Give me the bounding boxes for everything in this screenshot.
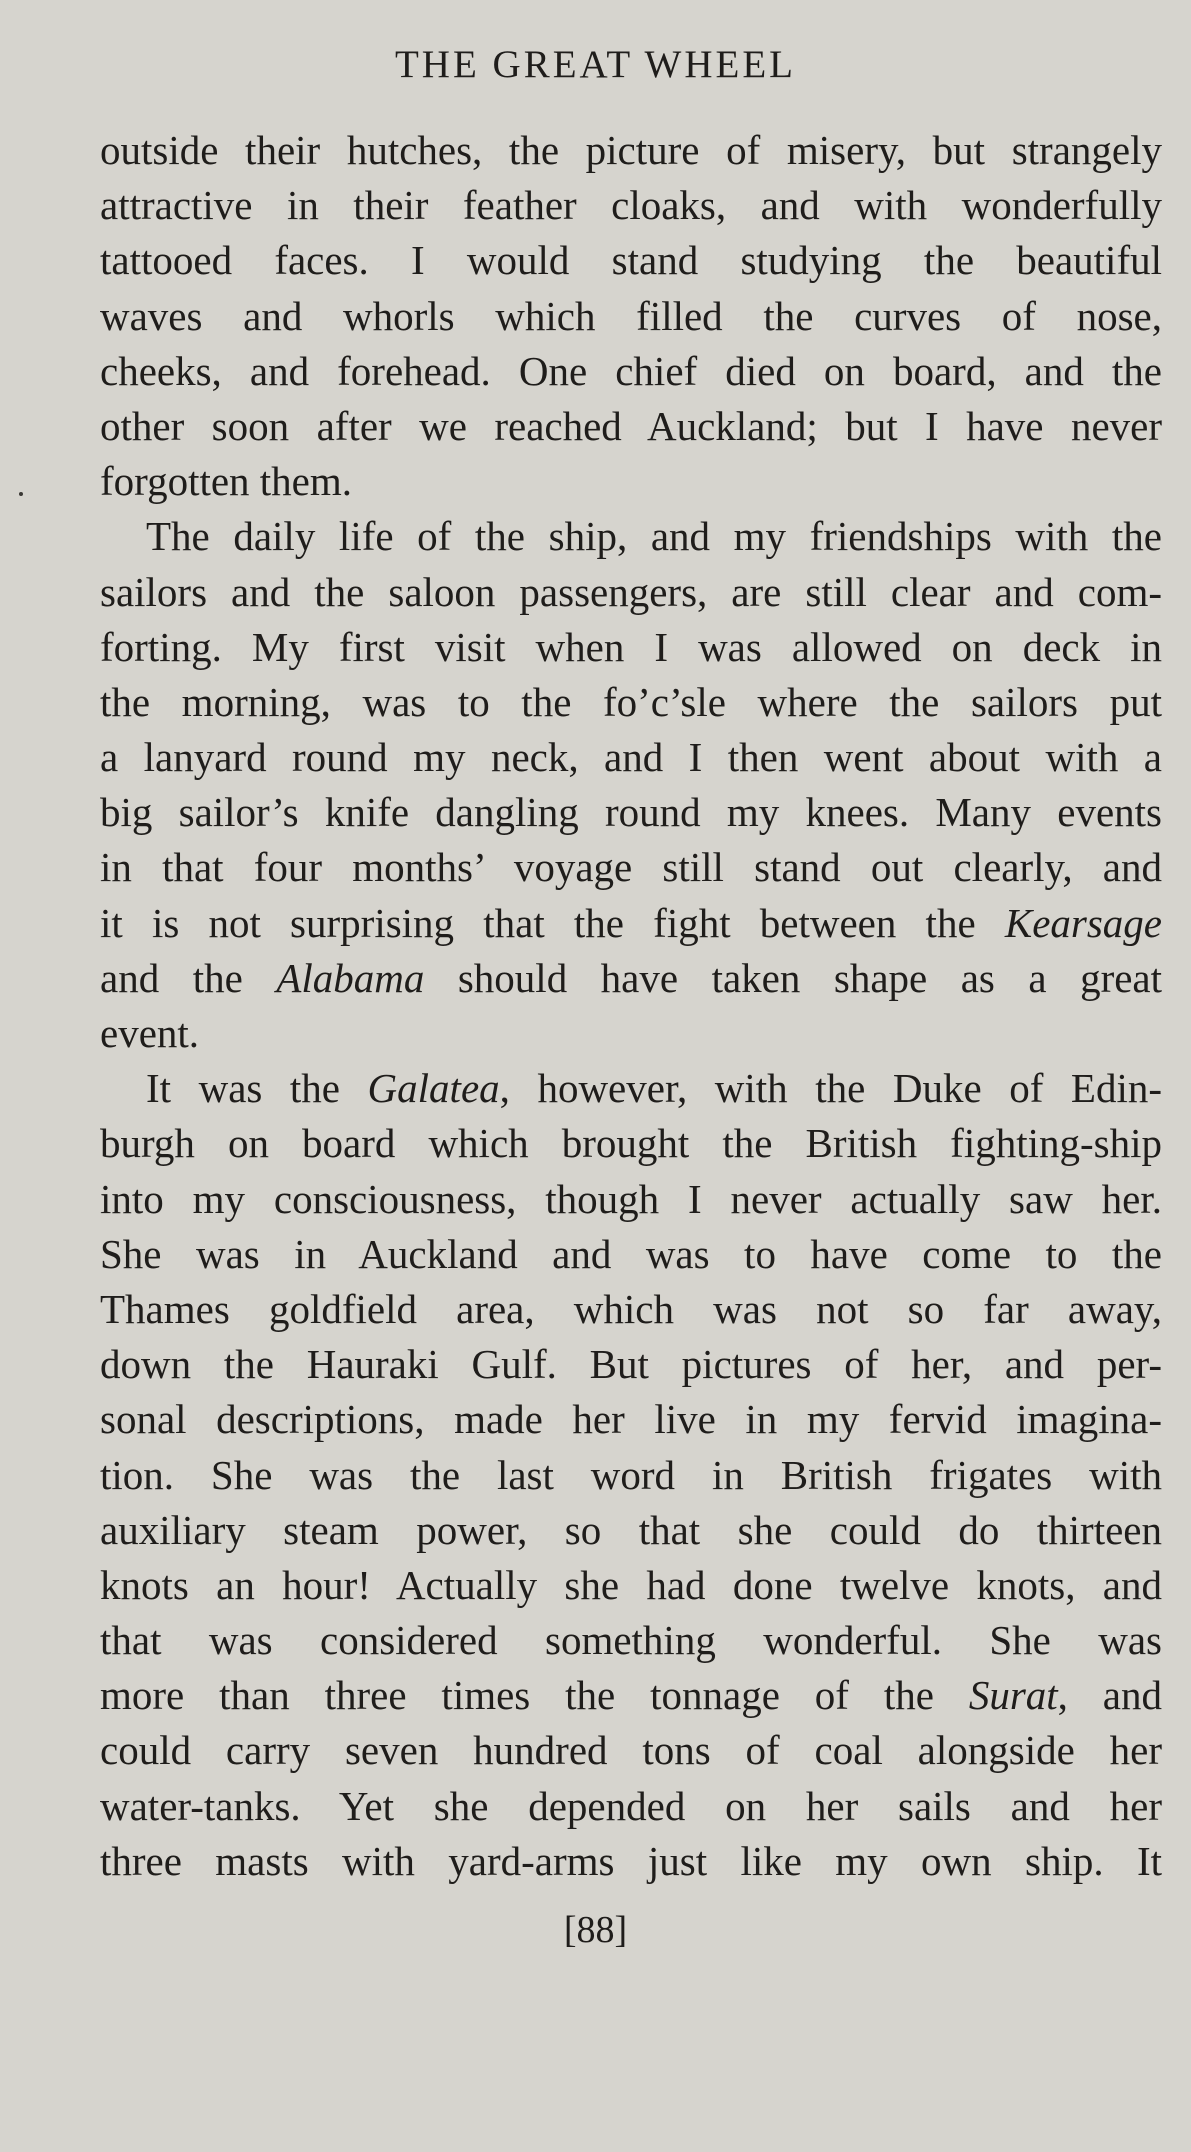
text-segment: sonal descriptions, made her live in my fervid imagina- — [100, 1396, 1162, 1443]
text-line — [100, 1061, 1162, 1116]
italic-ship-name: Kearsage — [1004, 899, 1162, 946]
text-line — [100, 951, 1162, 1006]
text-segment: big sailor’s knife dangling round my knees. Many events — [100, 789, 1162, 836]
text-segment: into my consciousness, though I never actually saw her. — [100, 1175, 1162, 1222]
italic-ship-name: Galatea — [367, 1065, 500, 1112]
text-segment: in that four months’ voyage still stand out clearly, and — [100, 844, 1162, 891]
text-line — [100, 1116, 1162, 1171]
text-segment: water-tanks. Yet she depended on her sails and her — [100, 1782, 1162, 1829]
text-segment: attractive in their feather cloaks, and with wonderfully — [100, 182, 1162, 229]
text-segment: could carry seven hundred tons of coal alongside her — [100, 1727, 1162, 1774]
text-segment: knots an hour! Actually she had done twelve knots, and — [100, 1561, 1162, 1608]
text-line — [100, 1723, 1162, 1778]
text-line — [100, 1282, 1162, 1337]
page-number: [88] — [563, 1909, 628, 1951]
text-line — [100, 730, 1162, 785]
text-line — [100, 565, 1162, 620]
text-segment: burgh on board which brought the British fighting-ship — [100, 1120, 1162, 1167]
running-head: THE GREAT WHEEL — [394, 43, 796, 86]
text-line — [100, 1503, 1162, 1558]
text-line — [100, 1834, 1162, 1889]
text-segment: should have taken shape as a great — [424, 954, 1163, 1001]
text-segment: Thames goldfield area, which was not so far away, — [100, 1285, 1162, 1332]
text-line — [100, 123, 1162, 178]
text-line — [100, 454, 1162, 509]
text-line — [100, 785, 1162, 840]
text-line — [100, 399, 1162, 454]
text-segment: and the — [100, 954, 277, 1001]
text-segment: more than three times the tonnage of the — [100, 1672, 969, 1719]
text-segment: three masts with yard-arms just like my own ship. It — [100, 1837, 1162, 1884]
text-line — [100, 1337, 1162, 1392]
text-line — [100, 896, 1162, 951]
text-line — [100, 1172, 1162, 1227]
text-segment: it is not surprising that the fight between the — [100, 899, 1005, 946]
text-segment: tion. She was the last word in British frigates with — [100, 1451, 1162, 1498]
text-line — [100, 1613, 1162, 1668]
italic-ship-name: Surat — [968, 1672, 1058, 1719]
text-line — [100, 1668, 1162, 1723]
body-text — [100, 123, 1162, 1889]
text-line — [100, 1392, 1162, 1447]
text-line — [100, 233, 1162, 288]
text-segment: down the Hauraki Gulf. But pictures of her, and per- — [100, 1341, 1162, 1388]
text-line — [100, 675, 1162, 730]
text-line — [100, 1558, 1162, 1613]
text-segment: forting. My first visit when I was allowed on deck in — [100, 623, 1162, 670]
text-line — [100, 178, 1162, 233]
text-line — [100, 1779, 1162, 1834]
text-segment: event. — [100, 1010, 200, 1056]
text-segment: She was in Auckland and was to have come to the — [100, 1230, 1162, 1277]
italic-ship-name: Alabama — [276, 954, 425, 1001]
text-segment: that was considered something wonderful. She was — [100, 1617, 1162, 1664]
text-line — [100, 840, 1162, 895]
text-segment: forgotten them. — [100, 458, 353, 505]
text-line — [100, 344, 1162, 399]
text-line — [100, 1448, 1162, 1503]
text-line — [100, 1006, 1162, 1061]
text-segment: It was the — [146, 1065, 368, 1112]
text-segment: , however, with the Duke of Edin- — [499, 1065, 1162, 1112]
text-segment: auxiliary steam power, so that she could do thirteen — [100, 1506, 1162, 1553]
text-segment: a lanyard round my neck, and I then went about with a — [100, 734, 1162, 781]
text-segment: outside their hutches, the picture of misery, but strangely — [100, 127, 1162, 173]
text-segment: tattooed faces. I would stand studying the beautiful — [100, 237, 1162, 284]
paper-speck — [19, 492, 23, 496]
text-segment: , and — [1057, 1672, 1163, 1719]
text-segment: the morning, was to the fo’c’sle where the sailors put — [100, 678, 1162, 725]
text-line — [100, 620, 1162, 675]
text-segment: waves and whorls which filled the curves of nose, — [100, 292, 1162, 339]
text-segment: cheeks, and forehead. One chief died on board, and the — [100, 347, 1162, 394]
text-line — [100, 509, 1162, 564]
text-line — [100, 1227, 1162, 1282]
text-segment: The daily life of the ship, and my friendships with the — [146, 513, 1162, 560]
text-segment: other soon after we reached Auckland; but I have never — [100, 402, 1162, 449]
text-line — [100, 289, 1162, 344]
text-segment: sailors and the saloon passengers, are still clear and com- — [100, 568, 1162, 615]
